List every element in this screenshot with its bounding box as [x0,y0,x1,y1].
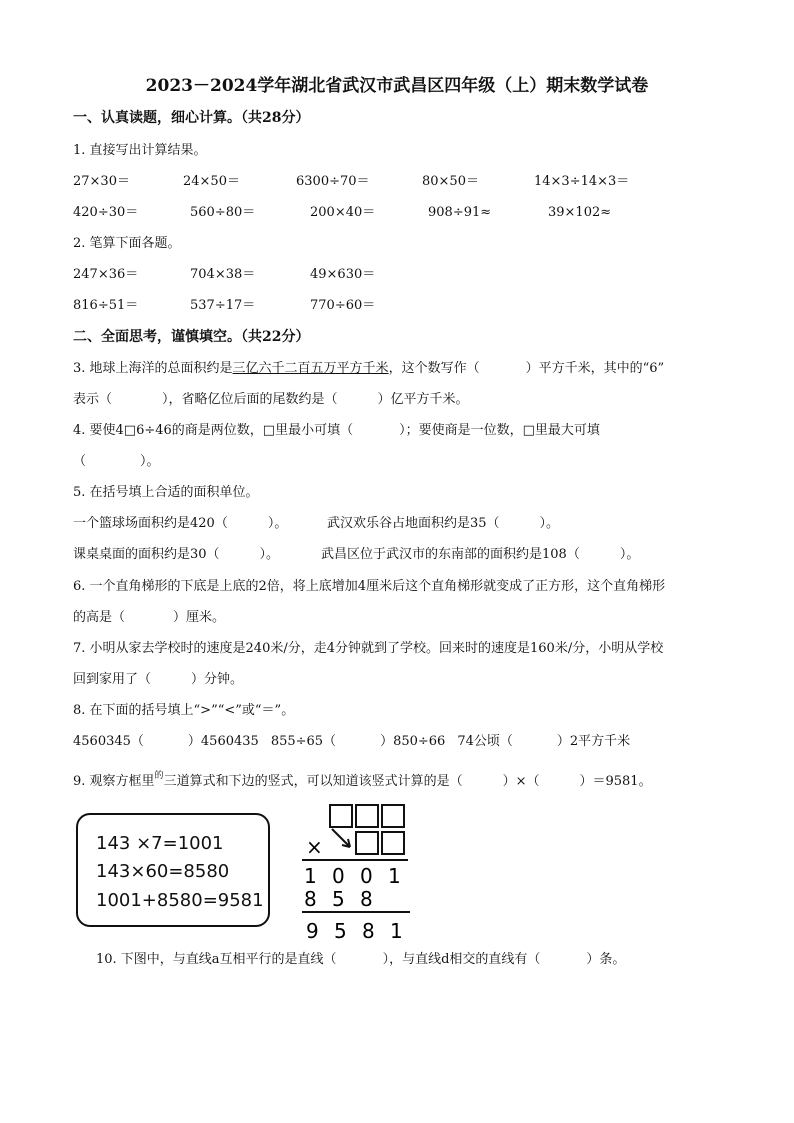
digit: 0 [360,864,373,888]
digit-box [330,805,352,827]
q6-text: ）厘米。 [173,610,226,625]
digit: 1 [304,864,317,888]
q1-item: 420÷30＝ [73,205,139,220]
q7-text: ）分钟。 [191,672,244,687]
arrow-line [332,829,350,847]
digit: 8 [362,919,375,943]
q8-text: 855÷65（ [270,734,337,749]
digit-box [382,805,404,827]
q10-text: ）条。 [586,952,626,967]
q8-text: 74公顷（ [457,734,513,749]
digit-box [356,832,378,854]
q1-item: 200×40＝ [310,205,376,220]
q8-text: ）850÷66 [380,734,446,749]
digit: 8 [304,887,317,911]
q10-text: 10. 下图中，与直线a互相平行的是直线（ [96,952,337,967]
q2-item: 49×630＝ [310,267,376,282]
q8-label: 8. 在下面的括号填上“>”“<”或“＝”。 [73,703,295,718]
q4-line-2 [73,452,160,472]
section-2-heading: 二、全面思考，谨慎填空。（共22分） [73,329,310,345]
q3-text: ）平方千米，其中的“6” [525,361,665,376]
q3-line-2 [73,390,469,410]
q6-line-1: 6. 一个直角梯形的下底是上底的2倍，将上底增加4厘米后这个直角梯形就变成了正方形，这个直角梯形 [73,579,666,594]
q4-text: ）；要使商是一位数，□里最大可填 [399,423,600,438]
equation-line: 1001+8580=9581 [96,890,264,911]
q2-item: 770÷60＝ [310,298,376,313]
q8-text: 4560345（ [73,734,144,749]
q1-item: 39×102≈ [548,205,612,220]
digit: 5 [332,887,345,911]
q5-row-1b [327,514,559,534]
q1-item: 14×3÷14×3＝ [534,174,630,189]
q5-row-2b [321,545,639,565]
q9-text: 9. 观察方框里 [73,774,155,789]
q3-underlined-number: 三亿六千二百五万平方千米 [232,361,389,376]
digit-box [382,832,404,854]
q3-text: 表示（ [73,392,113,407]
q2-item: 537÷17＝ [190,298,256,313]
equation-line: 143×60=8580 [96,861,230,882]
q6-text: 的高是（ [73,610,126,625]
q9-line [73,772,652,792]
q9-text: 三道算式和下边的竖式，可以知道该竖式计算的是（ [163,774,463,789]
q6-line-2 [73,608,225,628]
q10-line [96,950,625,970]
digit: 1 [390,919,403,943]
q9-text: ）＝9581。 [579,774,652,789]
q7-line-1: 7. 小明从家去学校时的速度是240米/分，走4分钟就到了学校。回来时的速度是160米/分，小明从学校 [73,641,664,656]
q4-text: （ [73,454,87,469]
q5-text: 课桌桌面的面积约是30（ [73,547,220,562]
digit: 1 [388,864,401,888]
q5-text: 武昌区位于武汉市的东南部的面积约是108（ [321,547,580,562]
section-1-heading: 一、认真读题，细心计算。（共28分） [73,110,310,126]
q3-text: ），省略亿位后面的尾数约是（ [162,392,338,407]
q5-text: ）。 [259,547,280,562]
vertical-multiplication [298,802,418,944]
q5-text: 武汉欢乐谷占地面积约是35（ [327,516,500,531]
q5-text: ）。 [267,516,288,531]
q1-item: 24×50＝ [183,174,240,189]
q8-text: ）2平方千米 [556,734,631,749]
q1-label: 1. 直接写出计算结果。 [73,143,207,158]
q8-text: ）4560435 [187,734,259,749]
q9-text: ）×（ [502,774,540,789]
q5-text: ）。 [619,547,640,562]
q8-items [73,732,630,752]
digit: 5 [334,919,347,943]
digit: 0 [332,864,345,888]
q3-text: ）亿平方千米。 [377,392,469,407]
q7-line-2 [73,670,243,690]
q4-text: 4. 要使4□6÷46的商是两位数，□里最小可填（ [73,423,354,438]
digit: 8 [360,887,373,911]
q1-item: 908÷91≈ [428,205,492,220]
q3-line-1 [73,359,664,379]
q9-small-char: 的 [154,771,164,781]
q5-row-2 [73,545,279,565]
q5-row-1 [73,514,287,534]
q5-text: ）。 [539,516,560,531]
q3-text: 3. 地球上海洋的总面积约是 [73,361,233,376]
digit: 9 [306,919,319,943]
q7-text: 回到家用了（ [73,672,152,687]
q2-item: 704×38＝ [190,267,256,282]
q1-item: 560÷80＝ [190,205,256,220]
q3-text: ，这个数写作（ [388,361,480,376]
q10-text: ），与直线d相交的直线有（ [382,952,541,967]
q1-item: 80×50＝ [422,174,479,189]
q2-label: 2. 笔算下面各题。 [73,236,181,251]
q4-text: ）。 [140,454,160,469]
q1-item: 27×30＝ [73,174,130,189]
q4-line-1 [73,421,600,441]
q2-item: 816÷51＝ [73,298,139,313]
equation-line: 143 ×7=1001 [96,833,224,854]
q5-text: 一个篮球场面积约是420（ [73,516,228,531]
equation-box [76,813,270,927]
page-title: 2023－2024学年湖北省武汉市武昌区四年级（上）期末数学试卷 [145,76,649,96]
digit-box [356,805,378,827]
q1-item: 6300÷70＝ [296,174,370,189]
multiply-sign: × [306,835,323,859]
q2-item: 247×36＝ [73,267,139,282]
q5-label: 5. 在括号填上合适的面积单位。 [73,485,259,500]
